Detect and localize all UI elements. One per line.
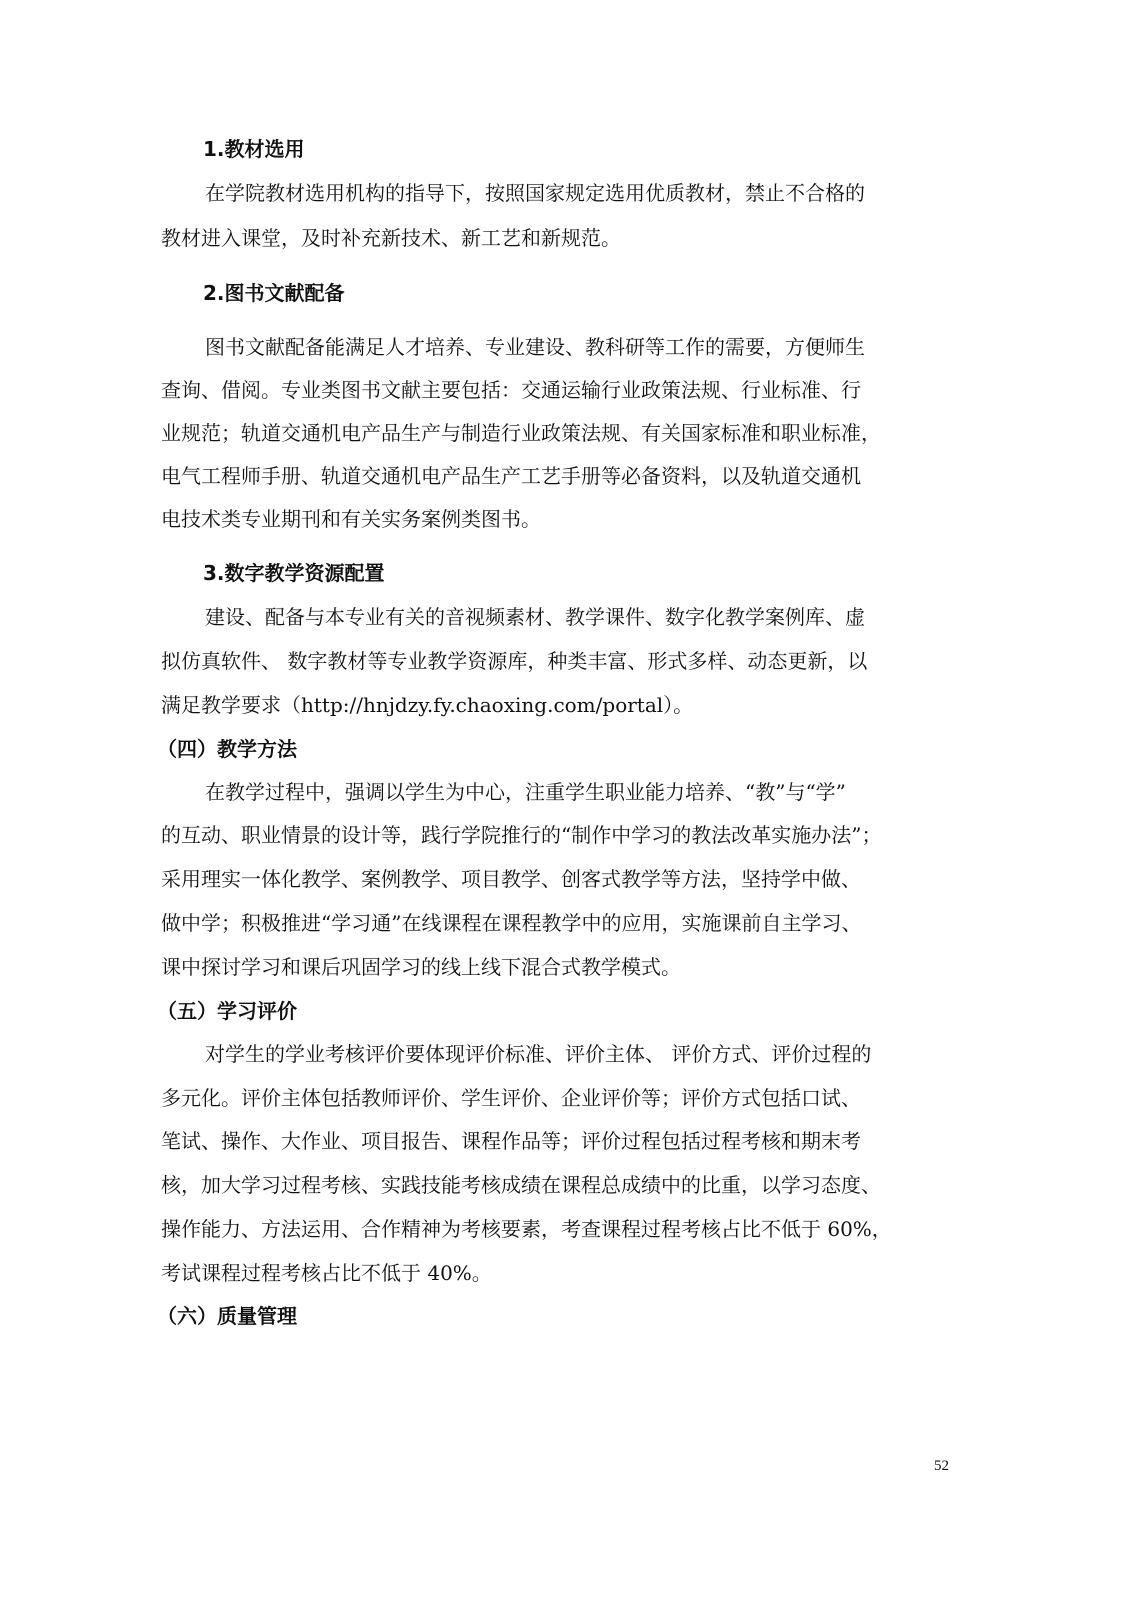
section-heading-methods: （四）教学方法: [157, 737, 297, 761]
paragraph-line: 图书文献配备能满足人才培养、专业建设、教科研等工作的需要，方便师生: [205, 335, 865, 359]
paragraph-line: 的互动、职业情景的设计等，践行学院推行的“制作中学习的教法改革实施办法”；: [161, 823, 882, 847]
section-heading-textbook: 1.教材选用: [203, 137, 305, 161]
section-heading-library: 2.图书文献配备: [203, 281, 345, 305]
paragraph-line: 拟仿真软件、 数字教材等专业教学资源库，种类丰富、形式多样、动态更新，以: [161, 649, 868, 673]
paragraph-line: 在学院教材选用机构的指导下，按照国家规定选用优质教材，禁止不合格的: [205, 181, 865, 205]
paragraph-line: 做中学；积极推进“学习通”在线课程在课程教学中的应用，实施课前自主学习、: [161, 911, 862, 935]
paragraph-line: 采用理实一体化教学、案例教学、项目教学、创客式教学等方法，坚持学中做、: [161, 867, 861, 891]
paragraph-line: 满足教学要求（http://hnjdzy.fy.chaoxing.com/portal）。: [161, 693, 694, 717]
paragraph-line: 电技术类专业期刊和有关实务案例类图书。: [161, 507, 541, 531]
paragraph-line: 电气工程师手册、轨道交通机电产品生产工艺手册等必备资料，以及轨道交通机: [161, 464, 861, 488]
paragraph-line: 核，加大学习过程考核、实践技能考核成绩在课程总成绩中的比重，以学习态度、: [161, 1173, 881, 1197]
paragraph-line: 在教学过程中，强调以学生为中心，注重学生职业能力培养、“教”与“学”: [205, 780, 846, 804]
section-heading-quality: （六）质量管理: [157, 1304, 297, 1328]
paragraph-line: 业规范；轨道交通机电产品生产与制造行业政策法规、有关国家标准和职业标准，: [161, 421, 881, 445]
paragraph-line: 多元化。评价主体包括教师评价、学生评价、企业评价等；评价方式包括口试、: [161, 1086, 861, 1110]
paragraph-line: 考试课程过程考核占比不低于 40%。: [161, 1261, 492, 1285]
paragraph-line: 教材进入课堂，及时补充新技术、新工艺和新规范。: [161, 226, 621, 250]
paragraph-line: 笔试、操作、大作业、项目报告、课程作品等；评价过程包括过程考核和期末考: [161, 1129, 861, 1153]
page-number: 52: [934, 1458, 949, 1474]
section-heading-digital: 3.数字教学资源配置: [203, 561, 385, 585]
paragraph-line: 课中探讨学习和课后巩固学习的线上线下混合式教学模式。: [161, 955, 681, 979]
section-heading-evaluation: （五）学习评价: [157, 999, 297, 1023]
paragraph-line: 操作能力、方法运用、合作精神为考核要素，考查课程过程考核占比不低于 60%，: [161, 1217, 892, 1241]
paragraph-line: 查询、借阅。专业类图书文献主要包括：交通运输行业政策法规、行业标准、行: [161, 378, 861, 402]
paragraph-line: 对学生的学业考核评价要体现评价标准、评价主体、 评价方式、评价过程的: [205, 1042, 872, 1066]
paragraph-line: 建设、配备与本专业有关的音视频素材、教学课件、数字化教学案例库、虚: [205, 605, 865, 629]
